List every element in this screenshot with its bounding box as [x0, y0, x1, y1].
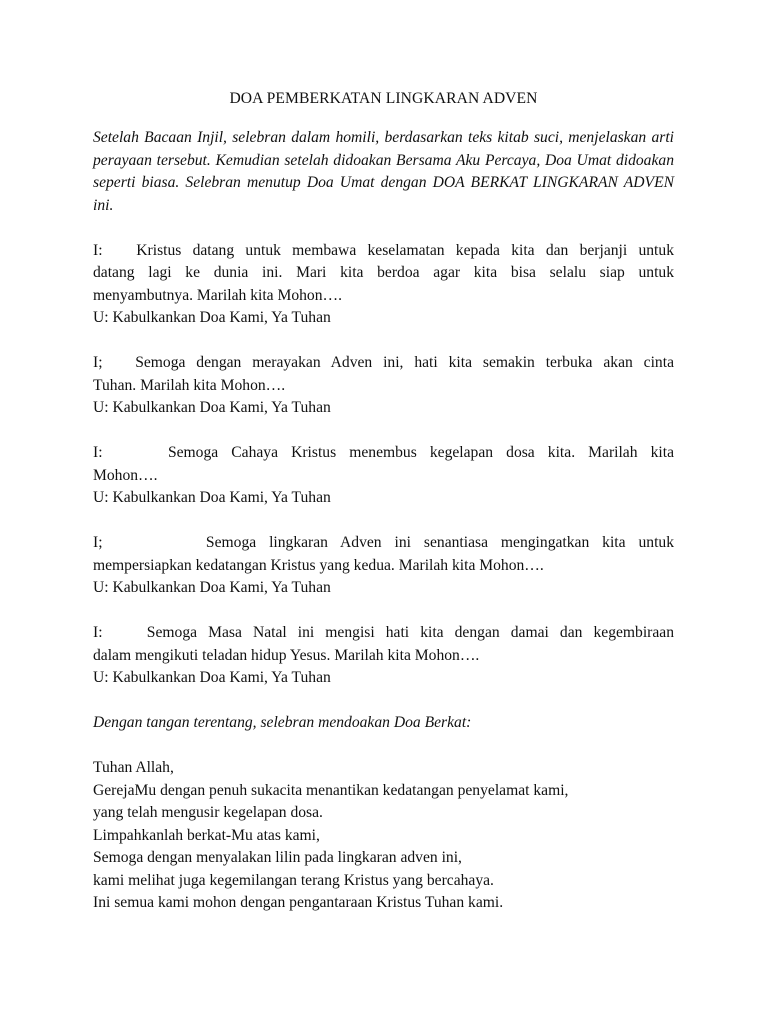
- intention-line: [93, 240, 674, 263]
- intention-text: Kristus datang untuk membawa keselamatan kepada kita dan berjanji untuk: [136, 241, 674, 259]
- response-line: U: Kabulkankan Doa Kami, Ya Tuhan: [93, 489, 331, 506]
- response-line: U: Kabulkankan Doa Kami, Ya Tuhan: [93, 579, 331, 596]
- document-title: DOA PEMBERKATAN LINGKARAN ADVEN: [229, 90, 538, 107]
- intention-line: dalam mengikuti teladan hidup Yesus. Marilah kita Mohon….: [93, 646, 480, 664]
- intention-marker: I;: [93, 354, 103, 371]
- closing-line: GerejaMu dengan penuh sukacita menantikan kedatangan penyelamat kami,: [93, 781, 569, 799]
- intention-4: [93, 532, 674, 600]
- spacer: [93, 510, 674, 533]
- intention-marker: I:: [93, 624, 103, 641]
- closing-line: kami melihat juga kegemilangan terang Kristus yang bercahaya.: [93, 871, 494, 889]
- closing-line: Semoga dengan menyalakan lilin pada lingkaran adven ini,: [93, 849, 462, 866]
- response-line: U: Kabulkankan Doa Kami, Ya Tuhan: [93, 669, 331, 686]
- intention-line: mempersiapkan kedatangan Kristus yang kedua. Marilah kita Mohon….: [93, 556, 544, 574]
- intention-marker: I:: [93, 241, 103, 259]
- intention-text: Semoga Cahaya Kristus menembus kegelapan dosa kita. Marilah kita: [167, 444, 674, 461]
- closing-line: Tuhan Allah,: [93, 759, 174, 776]
- intention-line: [93, 622, 674, 645]
- spacer: [93, 116, 674, 127]
- spacer: [93, 420, 674, 443]
- closing-intro: Dengan tangan terentang, selebran mendoakan Doa Berkat:: [93, 714, 472, 731]
- spacer: [93, 330, 674, 353]
- intention-5: [93, 622, 674, 690]
- response-line: U: Kabulkankan Doa Kami, Ya Tuhan: [93, 309, 331, 326]
- intention-marker: I;: [93, 534, 103, 551]
- intention-1: [93, 240, 674, 330]
- intention-line: Tuhan. Marilah kita Mohon….: [93, 376, 286, 394]
- closing-line: Ini semua kami mohon dengan pengantaraan Kristus Tuhan kami.: [93, 894, 504, 911]
- intention-line: [93, 442, 674, 465]
- intention-line: menyambutnya. Marilah kita Mohon….: [93, 286, 343, 304]
- spacer: [93, 600, 674, 623]
- intention-text: Semoga dengan merayakan Adven ini, hati kita semakin terbuka akan cinta: [135, 354, 674, 371]
- closing-prayer: [93, 757, 674, 915]
- intention-marker: I:: [93, 444, 103, 461]
- intention-line: [93, 352, 674, 375]
- spacer: [93, 217, 674, 240]
- intention-line: datang lagi ke dunia ini. Mari kita berdoa agar kita bisa selalu siap untuk: [93, 264, 674, 281]
- document-page: [93, 88, 674, 915]
- closing-line: Limpahkanlah berkat-Mu atas kami,: [93, 826, 320, 844]
- intention-3: [93, 442, 674, 510]
- intention-line: Mohon….: [93, 466, 158, 484]
- closing-line: yang telah mengusir kegelapan dosa.: [93, 804, 323, 821]
- spacer: [93, 690, 674, 713]
- intention-line: [93, 532, 674, 555]
- spacer: [93, 735, 674, 758]
- response-line: U: Kabulkankan Doa Kami, Ya Tuhan: [93, 399, 331, 416]
- intention-text: Semoga lingkaran Adven ini senantiasa mengingatkan kita untuk: [205, 534, 675, 551]
- intention-text: Semoga Masa Natal ini mengisi hati kita dengan damai dan kegembiraan: [146, 624, 675, 641]
- intention-2: [93, 352, 674, 420]
- intro-paragraph: Setelah Bacaan Injil, selebran dalam homili, berdasarkan teks kitab suci, menjelaskan arti perayaan tersebut. Kemudian setelah didoakan Bersama Aku Percaya, Doa Umat didoakan seperti biasa. Selebran menutup Doa Umat dengan DOA BERKAT LINGKARAN ADVEN ini.: [93, 129, 674, 214]
